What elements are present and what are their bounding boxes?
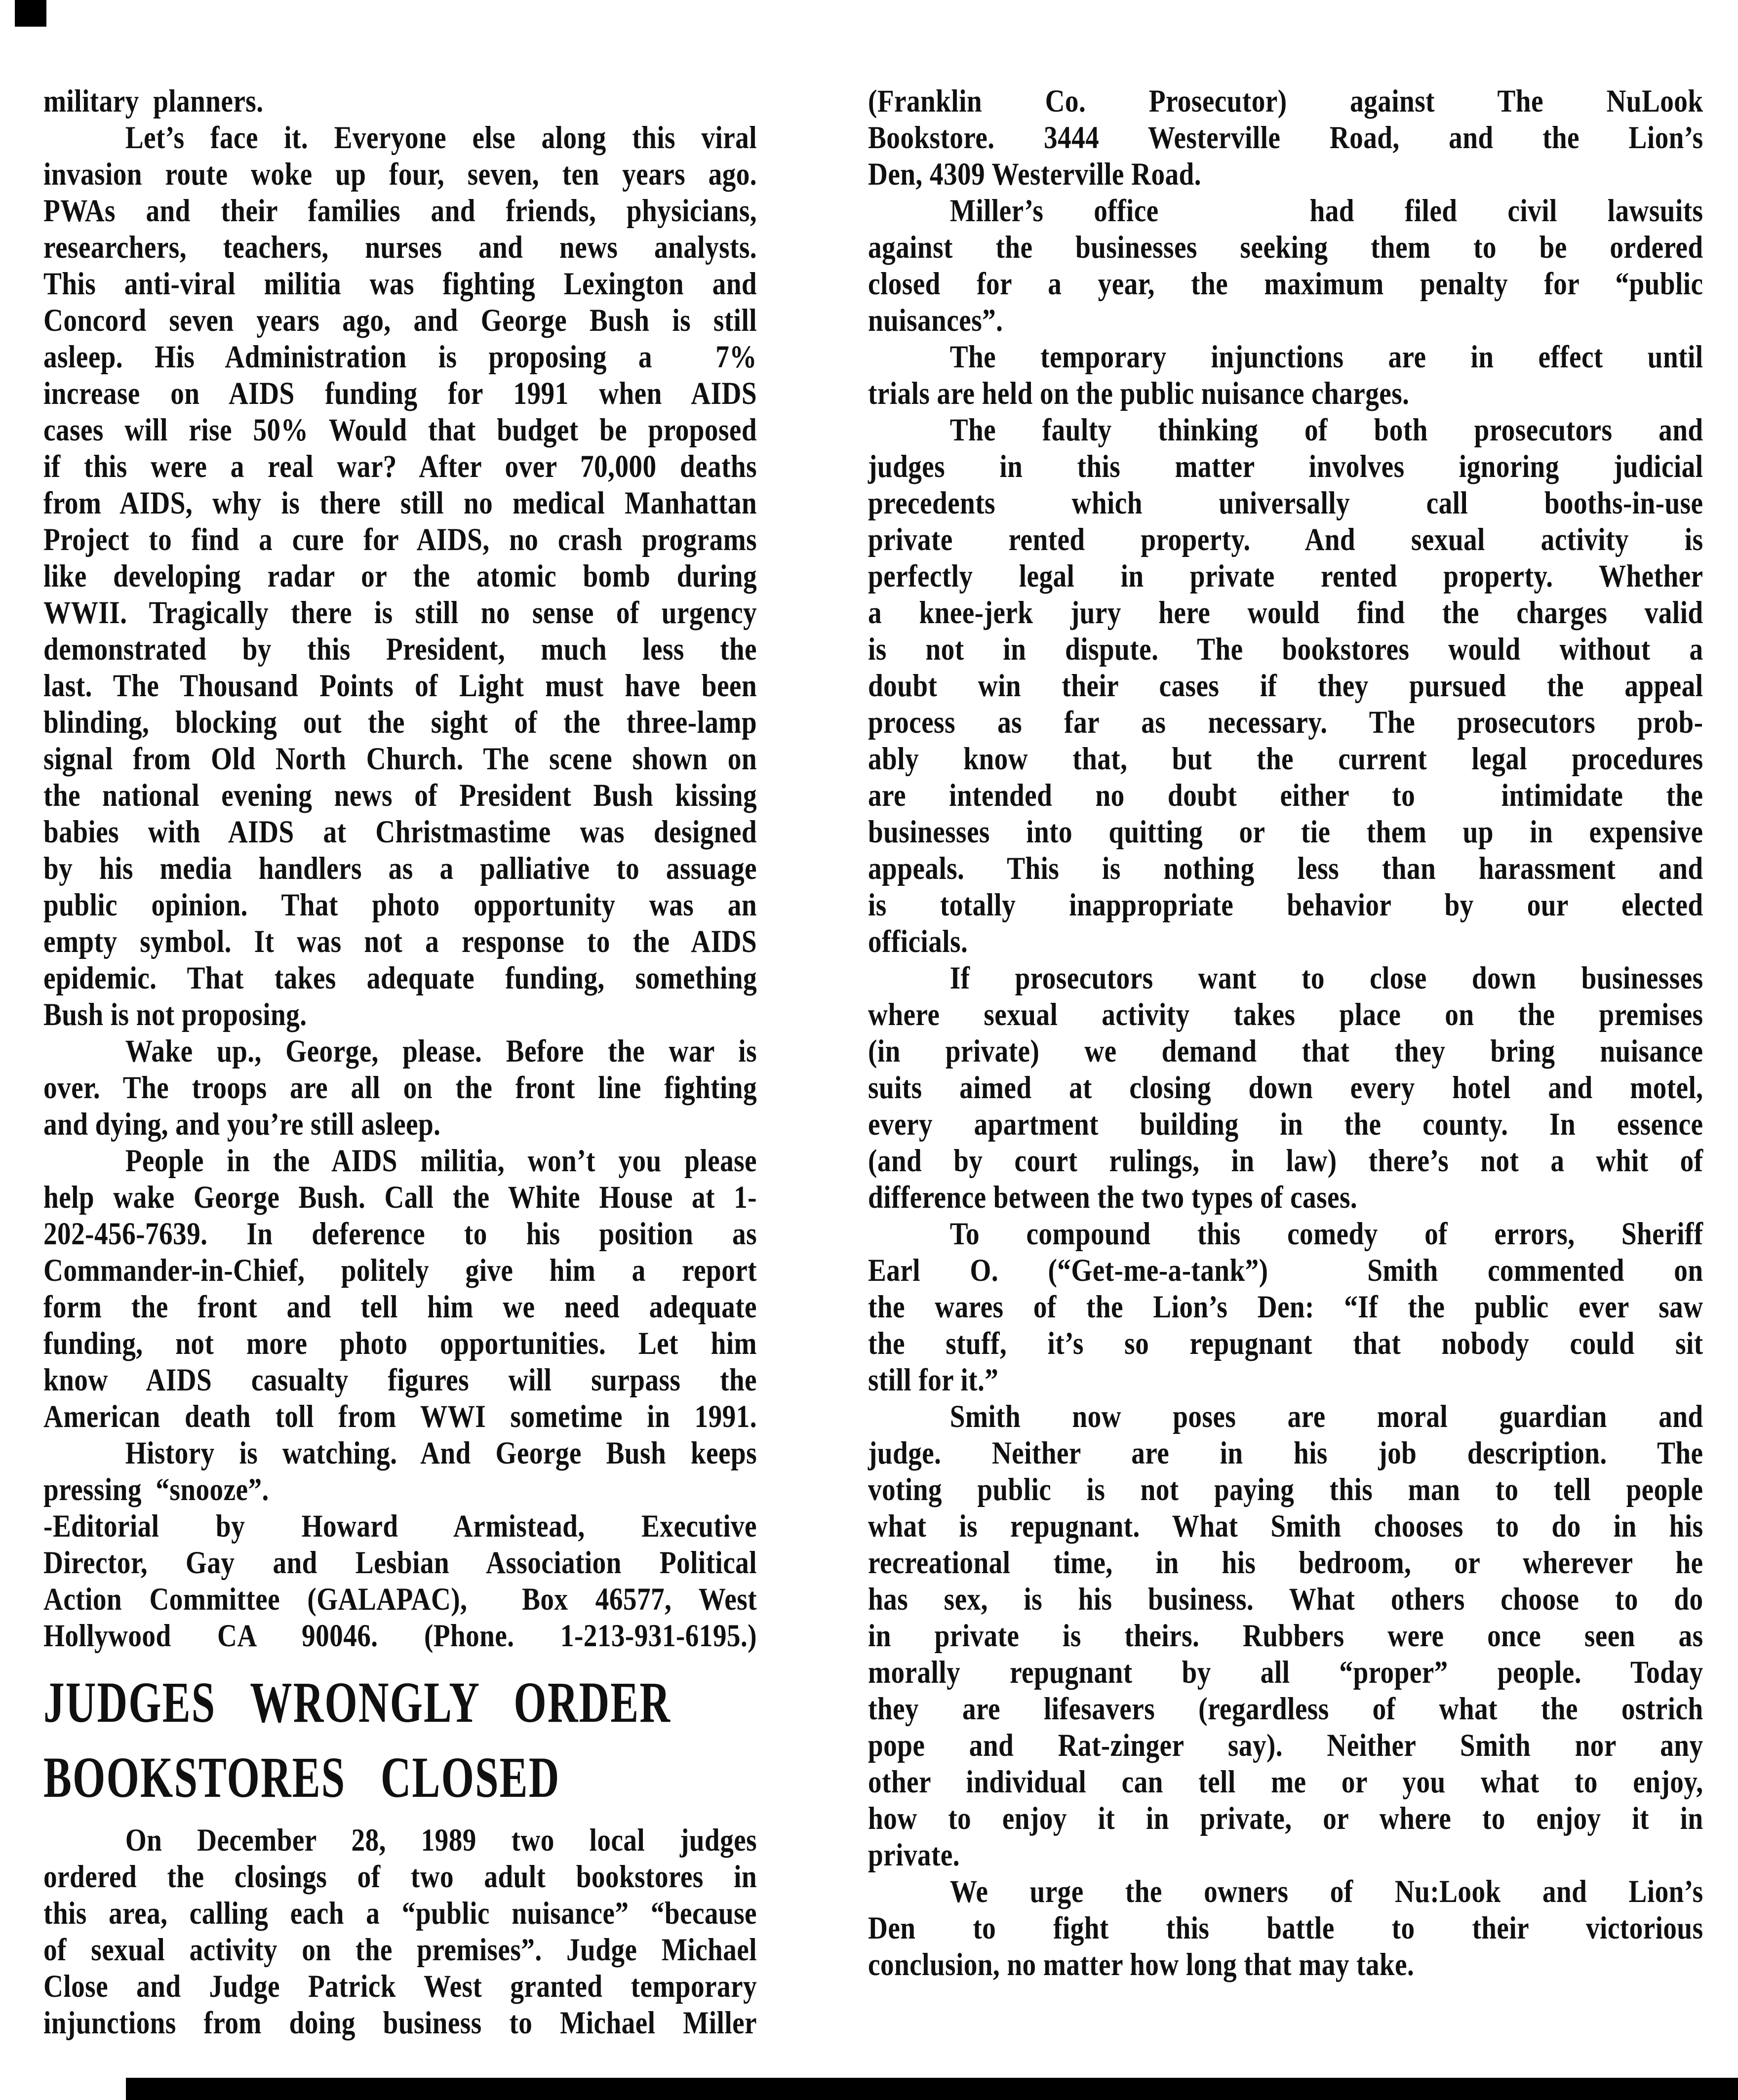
text-line: demonstrated by this President, much less the <box>43 632 757 667</box>
text-line: Den to fight this battle to their victorious <box>868 1910 1703 1946</box>
text-line: every apartment building in the county. In essence <box>868 1107 1703 1142</box>
text-line: they are lifesavers (regardless of what the ostrich <box>868 1691 1703 1727</box>
text-line: -Editorial by Howard Armistead, Executive <box>43 1508 757 1544</box>
text-line: morally repugnant by all “proper” people. Today <box>868 1655 1703 1690</box>
text-line: is not in dispute. The bookstores would without a <box>868 632 1703 667</box>
text-line: this area, calling each a “public nuisance” “because <box>43 1896 757 1931</box>
text-line: form the front and tell him we need adequate <box>43 1289 757 1325</box>
text-line: help wake George Bush. Call the White House at 1- <box>43 1180 757 1215</box>
text-line: the stuff, it’s so repugnant that nobody could sit <box>868 1326 1703 1361</box>
text-line: voting public is not paying this man to tell people <box>868 1472 1703 1507</box>
text-line: other individual can tell me or you what to enjoy, <box>868 1764 1703 1800</box>
text-line: (Franklin Co. Prosecutor) against The NuLook <box>868 83 1703 119</box>
text-line: private. <box>868 1837 960 1873</box>
text-line: precedents which universally call booths-in-use <box>868 485 1703 521</box>
text-line: invasion route woke up four, seven, ten years ago. <box>43 157 757 192</box>
text-line: Director, Gay and Lesbian Association Political <box>43 1545 757 1581</box>
text-line: military planners. <box>43 83 264 119</box>
text-line: officials. <box>868 924 968 959</box>
text-line: (in private) we demand that they bring nuisance <box>868 1033 1703 1069</box>
text-line: where sexual activity takes place on the premises <box>868 997 1703 1032</box>
text-line: 202-456-7639. In deference to his position as <box>43 1216 757 1252</box>
text-line: Action Committee (GALAPAC), Box 46577, West <box>43 1582 757 1617</box>
text-line: The temporary injunctions are in effect until <box>949 339 1703 375</box>
text-line: Commander-in-Chief, politely give him a report <box>43 1253 757 1288</box>
text-line: increase on AIDS funding for 1991 when AIDS <box>43 376 757 411</box>
text-line: researchers, teachers, nurses and news analysts. <box>43 230 757 265</box>
text-line: still for it.” <box>868 1362 999 1398</box>
text-line: difference between the two types of cases. <box>868 1180 1358 1215</box>
text-line: Close and Judge Patrick West granted temporary <box>43 1969 757 2004</box>
article-column-left <box>43 83 757 2041</box>
text-line: People in the AIDS militia, won’t you please <box>125 1143 757 1179</box>
text-line: WWII. Tragically there is still no sense of urgency <box>43 595 757 631</box>
text-line: ably know that, but the current legal procedures <box>868 741 1703 777</box>
text-line: what is repugnant. What Smith chooses to do in his <box>868 1508 1703 1544</box>
text-line: the wares of the Lion’s Den: “If the public ever saw <box>868 1289 1703 1325</box>
text-line: like developing radar or the atomic bomb during <box>43 558 757 594</box>
text-line: babies with AIDS at Christmastime was designed <box>43 814 757 850</box>
text-line: how to enjoy it in private, or where to enjoy it in <box>868 1801 1703 1836</box>
text-line: Project to find a cure for AIDS, no crash programs <box>43 522 757 557</box>
text-line: of sexual activity on the premises”. Judge Michael <box>43 1932 757 1968</box>
text-line: against the businesses seeking them to be ordered <box>868 230 1703 265</box>
text-line: The faulty thinking of both prosecutors and <box>949 412 1703 448</box>
text-line: Bookstore. 3444 Westerville Road, and the Lion’s <box>868 120 1703 156</box>
text-line: Earl O. (“Get-me-a-tank”) Smith commented on <box>868 1253 1703 1288</box>
text-line: cases will rise 50% Would that budget be proposed <box>43 412 757 448</box>
text-line: Wake up., George, please. Before the war is <box>125 1033 757 1069</box>
text-line: last. The Thousand Points of Light must have been <box>43 668 757 704</box>
text-line: nuisances”. <box>868 303 1003 338</box>
text-line: is totally inappropriate behavior by our elected <box>868 887 1703 923</box>
text-line: a knee-jerk jury here would find the charges valid <box>868 595 1703 631</box>
text-line: Den, 4309 Westerville Road. <box>868 157 1201 192</box>
text-line: asleep. His Administration is proposing a 7% <box>43 339 757 375</box>
text-line: recreational time, in his bedroom, or wherever he <box>868 1545 1703 1581</box>
text-line: the national evening news of President Bush kissing <box>43 778 757 813</box>
text-line: conclusion, no matter how long that may take. <box>868 1947 1415 1982</box>
text-line: public opinion. That photo opportunity was an <box>43 887 757 923</box>
text-line: History is watching. And George Bush keeps <box>125 1435 757 1471</box>
text-line: This anti-viral militia was fighting Lexington and <box>43 266 757 302</box>
text-line: private rented property. And sexual activity is <box>868 522 1703 557</box>
text-line: in private is theirs. Rubbers were once seen as <box>868 1618 1703 1654</box>
text-line: judge. Neither are in his job description. The <box>868 1435 1703 1471</box>
text-line: process as far as necessary. The prosecutors prob- <box>868 705 1703 740</box>
text-line: perfectly legal in private rented property. Whether <box>868 558 1703 594</box>
text-line: We urge the owners of Nu:Look and Lion’s <box>949 1874 1703 1909</box>
text-line: injunctions from doing business to Michael Miller <box>43 2005 757 2041</box>
text-line: businesses into quitting or tie them up in expensive <box>868 814 1703 850</box>
text-line: pressing “snooze”. <box>43 1472 269 1507</box>
text-line: doubt win their cases if they pursued the appeal <box>868 668 1703 704</box>
article-column-right <box>868 83 1703 1983</box>
text-line: epidemic. That takes adequate funding, something <box>43 960 757 996</box>
headline-line: BOOKSTORES CLOSED <box>43 1745 560 1810</box>
scan-artifact-top-left <box>15 0 46 27</box>
text-line: has sex, is his business. What others choose to do <box>868 1582 1703 1617</box>
text-line: are intended no doubt either to intimidate the <box>868 778 1703 813</box>
text-line: and dying, and you’re still asleep. <box>43 1107 441 1142</box>
text-line: PWAs and their families and friends, physicians, <box>43 193 757 229</box>
text-line: know AIDS casualty figures will surpass the <box>43 1362 757 1398</box>
text-line: suits aimed at closing down every hotel and motel, <box>868 1070 1703 1106</box>
text-line: To compound this comedy of errors, Sheriff <box>949 1216 1703 1252</box>
text-line: appeals. This is nothing less than harassment and <box>868 851 1703 886</box>
scan-artifact-bottom <box>126 2078 1738 2100</box>
text-line: If prosecutors want to close down businesses <box>949 960 1703 996</box>
text-line: judges in this matter involves ignoring judicial <box>868 449 1703 484</box>
text-line: by his media handlers as a palliative to assuage <box>43 851 757 886</box>
text-line: Smith now poses are moral guardian and <box>949 1399 1703 1434</box>
text-line: over. The troops are all on the front line fighting <box>43 1070 757 1106</box>
text-line: if this were a real war? After over 70,000 deaths <box>43 449 757 484</box>
text-line: empty symbol. It was not a response to the AIDS <box>43 924 757 959</box>
text-line: Concord seven years ago, and George Bush is still <box>43 303 757 338</box>
text-line: pope and Rat-zinger say). Neither Smith nor any <box>868 1728 1703 1763</box>
text-line: ordered the closings of two adult bookstores in <box>43 1859 757 1895</box>
text-line: American death toll from WWI sometime in 1991. <box>43 1399 757 1434</box>
article-headline <box>43 1665 757 1815</box>
text-line: Hollywood CA 90046. (Phone. 1-213-931-6195.) <box>43 1618 757 1654</box>
text-line: from AIDS, why is there still no medical Manhattan <box>43 485 757 521</box>
text-line: closed for a year, the maximum penalty for “public <box>868 266 1703 302</box>
text-line: Miller’s office had filed civil lawsuits <box>949 193 1703 229</box>
text-line: Let’s face it. Everyone else along this viral <box>125 120 757 156</box>
text-line: trials are held on the public nuisance charges. <box>868 376 1410 411</box>
text-line: blinding, blocking out the sight of the three-lamp <box>43 705 757 740</box>
text-line: Bush is not proposing. <box>43 997 307 1032</box>
text-line: signal from Old North Church. The scene shown on <box>43 741 757 777</box>
text-line: funding, not more photo opportunities. Let him <box>43 1326 757 1361</box>
text-line: On December 28, 1989 two local judges <box>125 1823 757 1858</box>
headline-line: JUDGES WRONGLY ORDER <box>43 1670 672 1735</box>
text-line: (and by court rulings, in law) there’s not a whit of <box>868 1143 1703 1179</box>
